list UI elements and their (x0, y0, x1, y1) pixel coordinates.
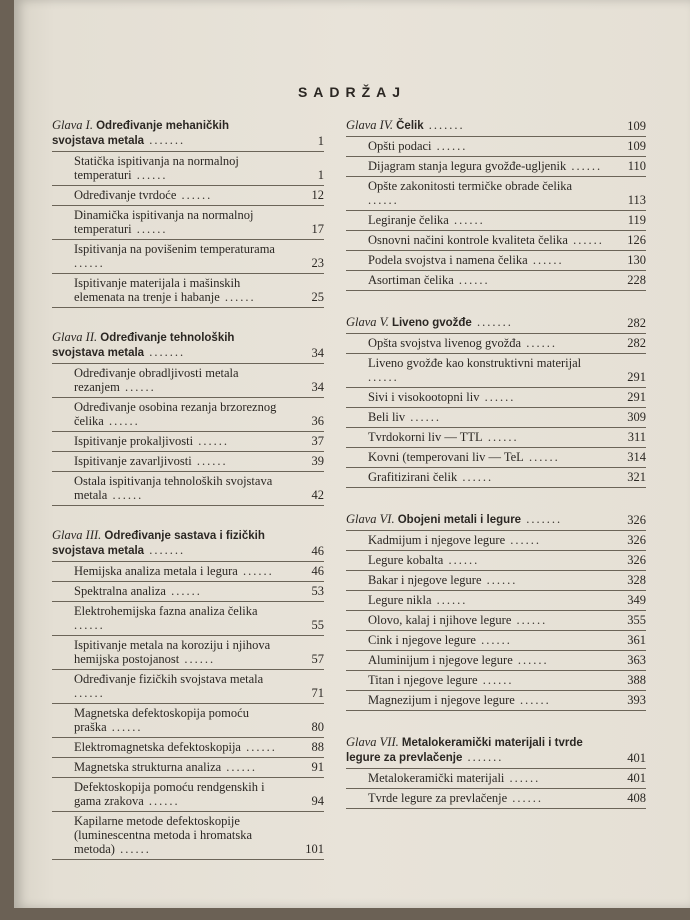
chapter-label: Glava I. (52, 118, 93, 132)
page-number: 314 (627, 450, 646, 464)
toc-entry: Magnetska strukturna analiza ...... 91 (52, 757, 324, 777)
page-number: 1 (317, 134, 324, 148)
chapter-title: Određivanje tehnoloških svojstava metala (52, 332, 235, 359)
toc-entry: Ispitivanja na povišenim temperaturama ...... 23 (52, 239, 324, 273)
toc-chapter-row: Glava III. Određivanje sastava i fizičkih svojstava metala ....... 46 (52, 528, 324, 558)
entry-title: Defektoskopija pomoću rendgenskih i gama zrakova (74, 780, 265, 808)
toc-entry: Defektoskopija pomoću rendgenskih i gama zrakova ...... 94 (52, 777, 324, 811)
toc-entry: Kapilarne metode defektoskopije (luminescentna metoda i hromatska metoda) ...... 101 (52, 811, 324, 859)
chapter-title: Određivanje sastava i fizičkih svojstava metala (52, 530, 265, 557)
page-number: 46 (311, 544, 324, 558)
entry-title: Dijagram stanja legura gvožđe-ugljenik (368, 159, 567, 173)
page-number: 130 (627, 253, 646, 267)
chapter-title: Određivanje mehaničkih svojstava metala (52, 120, 230, 147)
toc-entry: Određivanje fizičkih svojstava metala ...... 71 (52, 669, 324, 703)
chapter-title: Metalokeramički materijali i tvrde legure za prevlačenje (346, 737, 583, 764)
toc-entry: Elektromagnetska defektoskopija ...... 88 (52, 737, 324, 757)
entry-title: Određivanje tvrdoće (74, 188, 177, 202)
page-number: 291 (627, 390, 646, 404)
entry-title: Ispitivanje metala na koroziju i njihova hemijska postojanost (74, 638, 271, 666)
page-number: 34 (311, 380, 324, 394)
entry-title: Magnetska strukturna analiza (74, 760, 222, 774)
page-number: 401 (627, 751, 646, 765)
page-number: 39 (311, 454, 324, 468)
toc-entry: Liveno gvožđe kao konstruktivni materijal ...... 291 (346, 353, 646, 387)
toc-entry: Beli liv ...... 309 (346, 407, 646, 427)
page-number: 101 (305, 842, 324, 856)
page-number: 326 (627, 533, 646, 547)
page-number: 1 (317, 168, 324, 182)
entry-title: Magnetska defektoskopija pomoću praška (74, 706, 249, 734)
entry-title: Kapilarne metode defektoskopije (luminescentna metoda i hromatska metoda) (74, 814, 253, 856)
toc-entry: Magnetska defektoskopija pomoću praška ...... 80 (52, 703, 324, 737)
page-number: 309 (627, 410, 646, 424)
page-number: 91 (311, 760, 324, 774)
entry-title: Legure nikla (368, 593, 432, 607)
toc-entry: Dinamička ispitivanja na normalnoj temperaturi ...... 17 (52, 205, 324, 239)
entry-title: Legiranje čelika (368, 213, 449, 227)
entry-title: Aluminijum i njegove legure (368, 653, 513, 667)
chapter-label: Glava IV. (346, 118, 393, 132)
entry-title: Određivanje osobina rezanja brzoreznog čelika (74, 400, 277, 428)
toc-entry: Titan i njegove legure ...... 388 (346, 670, 646, 690)
toc-chapter-row: Glava II. Određivanje tehnoloških svojstava metala ....... 34 (52, 330, 324, 360)
page-number: 55 (311, 618, 324, 632)
entry-title: Bakar i njegove legure (368, 573, 482, 587)
toc-entry: Legure nikla ...... 349 (346, 590, 646, 610)
toc-entry: Statička ispitivanja na normalnoj temperaturi ...... 1 (52, 151, 324, 185)
entry-title: Elektromagnetska defektoskopija (74, 740, 241, 754)
toc-section (52, 328, 324, 506)
page-number: 25 (311, 290, 324, 304)
page-number: 349 (627, 593, 646, 607)
entry-title: Liveno gvožđe kao konstruktivni materijal (368, 356, 582, 370)
entry-title: Ispitivanje prokaljivosti (74, 434, 194, 448)
page-number: 282 (627, 316, 646, 330)
entry-title: Spektralna analiza (74, 584, 166, 598)
entry-title: Tvrdokorni liv — TTL (368, 430, 483, 444)
entry-title: Ispitivanja na povišenim temperaturama (74, 242, 275, 256)
page-number: 110 (627, 159, 646, 173)
toc-entry: Cink i njegove legure ...... 361 (346, 630, 646, 650)
toc-chapter-row: Glava I. Određivanje mehaničkih svojstava metala ....... 1 (52, 118, 324, 148)
entry-title: Hemijska analiza metala i legura (74, 564, 238, 578)
toc-entry: Elektrohemijska fazna analiza čelika ...... 55 (52, 601, 324, 635)
toc-entry: Ispitivanje metala na koroziju i njihova hemijska postojanost ...... 57 (52, 635, 324, 669)
toc-entry: Određivanje osobina rezanja brzoreznog čelika ...... 36 (52, 397, 324, 431)
entry-title: Kadmijum i njegove legure (368, 533, 506, 547)
page-number: 36 (311, 414, 324, 428)
toc-entry: Tvrdokorni liv — TTL ...... 311 (346, 427, 646, 447)
entry-title: Podela svojstva i namena čelika (368, 253, 528, 267)
page-number: 12 (311, 188, 324, 202)
toc-entry: Ostala ispitivanja tehnoloških svojstava metala ...... 42 (52, 471, 324, 505)
left-column (52, 116, 324, 860)
entry-title: Određivanje obradljivosti metala rezanjem (74, 366, 239, 394)
page-number: 361 (627, 633, 646, 647)
chapter-label: Glava II. (52, 330, 98, 344)
entry-title: Osnovni načini kontrole kvaliteta čelika (368, 233, 568, 247)
entry-title: Tvrde legure za prevlačenje (368, 791, 508, 805)
toc-chapter-row: Glava IV. Čelik ....... 109 (346, 118, 646, 133)
page-number: 321 (627, 470, 646, 484)
toc-entry: Aluminijum i njegove legure ...... 363 (346, 650, 646, 670)
entry-title: Opšta svojstva livenog gvožđa (368, 336, 522, 350)
page-number: 57 (311, 652, 324, 666)
toc-entry: Dijagram stanja legura gvožđe-ugljenik ...... 110 (346, 156, 646, 176)
toc-section (346, 313, 646, 488)
page-number: 34 (311, 346, 324, 360)
page-number: 401 (627, 771, 646, 785)
entry-title: Asortiman čelika (368, 273, 454, 287)
entry-title: Titan i njegove legure (368, 673, 478, 687)
toc-entry: Opšta svojstva livenog gvožđa ...... 282 (346, 333, 646, 353)
toc-section (52, 116, 324, 308)
entry-title: Beli liv (368, 410, 406, 424)
entry-title: Olovo, kalaj i njihove legure (368, 613, 512, 627)
page-number: 109 (627, 139, 646, 153)
page-number: 328 (627, 573, 646, 587)
page-number: 42 (311, 488, 324, 502)
page-number: 126 (627, 233, 646, 247)
toc-entry: Osnovni načini kontrole kvaliteta čelika ...... 126 (346, 230, 646, 250)
chapter-title: Obojeni metali i legure (397, 514, 522, 526)
page-number: 282 (627, 336, 646, 350)
toc-section (346, 510, 646, 711)
page-number: 408 (627, 791, 646, 805)
page-number: 355 (627, 613, 646, 627)
toc-entry: Spektralna analiza ...... 53 (52, 581, 324, 601)
page-number: 113 (627, 193, 646, 207)
page-number: 119 (627, 213, 646, 227)
toc-section (346, 733, 646, 809)
page-number: 80 (311, 720, 324, 734)
page-number: 53 (311, 584, 324, 598)
toc-entry: Hemijska analiza metala i legura ...... 46 (52, 561, 324, 581)
book-page (14, 0, 690, 908)
entry-title: Opšti podaci (368, 139, 432, 153)
toc-entry: Bakar i njegove legure ...... 328 (346, 570, 646, 590)
page-number: 291 (627, 370, 646, 384)
toc-entry: Određivanje obradljivosti metala rezanjem ...... 34 (52, 363, 324, 397)
page-number: 388 (627, 673, 646, 687)
page-number: 46 (311, 564, 324, 578)
toc-entry: Grafitizirani čelik ...... 321 (346, 467, 646, 487)
toc-entry: Metalokeramički materijali ...... 401 (346, 768, 646, 788)
toc-entry: Olovo, kalaj i njihove legure ...... 355 (346, 610, 646, 630)
toc-entry: Asortiman čelika ...... 228 (346, 270, 646, 290)
toc-entry: Određivanje tvrdoće ...... 12 (52, 185, 324, 205)
page-number: 311 (627, 430, 646, 444)
toc-entry: Legure kobalta ...... 326 (346, 550, 646, 570)
page-title: SADRŽAJ (297, 84, 407, 100)
chapter-label: Glava V. (346, 315, 389, 329)
toc-entry: Opšte zakonitosti termičke obrade čelika ...... 113 (346, 176, 646, 210)
chapter-title: Liveno gvožđe (391, 317, 472, 329)
toc-chapter-row: Glava V. Liveno gvožđe ....... 282 (346, 315, 646, 330)
toc-chapter-row: Glava VI. Obojeni metali i legure ....... 326 (346, 512, 646, 527)
page-number: 363 (627, 653, 646, 667)
entry-title: Ispitivanje materijala i mašinskih elemenata na trenje i habanje (74, 276, 241, 304)
page-number: 23 (311, 256, 324, 270)
toc-entry: Sivi i visokootopni liv ...... 291 (346, 387, 646, 407)
chapter-label: Glava VII. (346, 735, 399, 749)
entry-title: Opšte zakonitosti termičke obrade čelika (368, 179, 573, 193)
page-number: 393 (627, 693, 646, 707)
page-number: 228 (627, 273, 646, 287)
chapter-label: Glava III. (52, 528, 102, 542)
entry-title: Sivi i visokootopni liv (368, 390, 480, 404)
page-number: 71 (311, 686, 324, 700)
entry-title: Dinamička ispitivanja na normalnoj temperaturi (74, 208, 254, 236)
entry-title: Grafitizirani čelik (368, 470, 458, 484)
entry-title: Elektrohemijska fazna analiza čelika (74, 604, 258, 618)
page-number: 326 (627, 553, 646, 567)
chapter-label: Glava VI. (346, 512, 395, 526)
entry-title: Legure kobalta (368, 553, 444, 567)
entry-title: Metalokeramički materijali (368, 771, 505, 785)
toc-entry: Kovni (temperovani liv — TeL ...... 314 (346, 447, 646, 467)
page-number: 17 (311, 222, 324, 236)
entry-title: Magnezijum i njegove legure (368, 693, 515, 707)
page-number: 109 (627, 119, 646, 133)
page-number: 37 (311, 434, 324, 448)
toc-entry: Kadmijum i njegove legure ...... 326 (346, 530, 646, 550)
toc-entry: Legiranje čelika ...... 119 (346, 210, 646, 230)
entry-title: Ostala ispitivanja tehnoloških svojstava metala (74, 474, 273, 502)
toc-entry: Ispitivanje prokaljivosti ...... 37 (52, 431, 324, 451)
toc-chapter-row: Glava VII. Metalokeramički materijali i tvrde legure za prevlačenje ....... 401 (346, 735, 646, 765)
entry-title: Cink i njegove legure (368, 633, 476, 647)
page-number: 88 (311, 740, 324, 754)
entry-title: Određivanje fizičkih svojstava metala (74, 672, 264, 686)
toc-section (346, 116, 646, 291)
toc-entry: Podela svojstva i namena čelika ...... 130 (346, 250, 646, 270)
entry-title: Statička ispitivanja na normalnoj temperaturi (74, 154, 239, 182)
chapter-title: Čelik (396, 120, 424, 132)
toc-entry: Magnezijum i njegove legure ...... 393 (346, 690, 646, 710)
toc-entry: Tvrde legure za prevlačenje ...... 408 (346, 788, 646, 808)
toc-section (52, 526, 324, 860)
right-column (346, 116, 646, 809)
toc-entry: Ispitivanje zavarljivosti ...... 39 (52, 451, 324, 471)
entry-title: Ispitivanje zavarljivosti (74, 454, 192, 468)
page-number: 326 (627, 513, 646, 527)
entry-title: Kovni (temperovani liv — TeL (368, 450, 524, 464)
toc-entry: Ispitivanje materijala i mašinskih elemenata na trenje i habanje ...... 25 (52, 273, 324, 307)
page-number: 94 (311, 794, 324, 808)
toc-entry: Opšti podaci ...... 109 (346, 136, 646, 156)
